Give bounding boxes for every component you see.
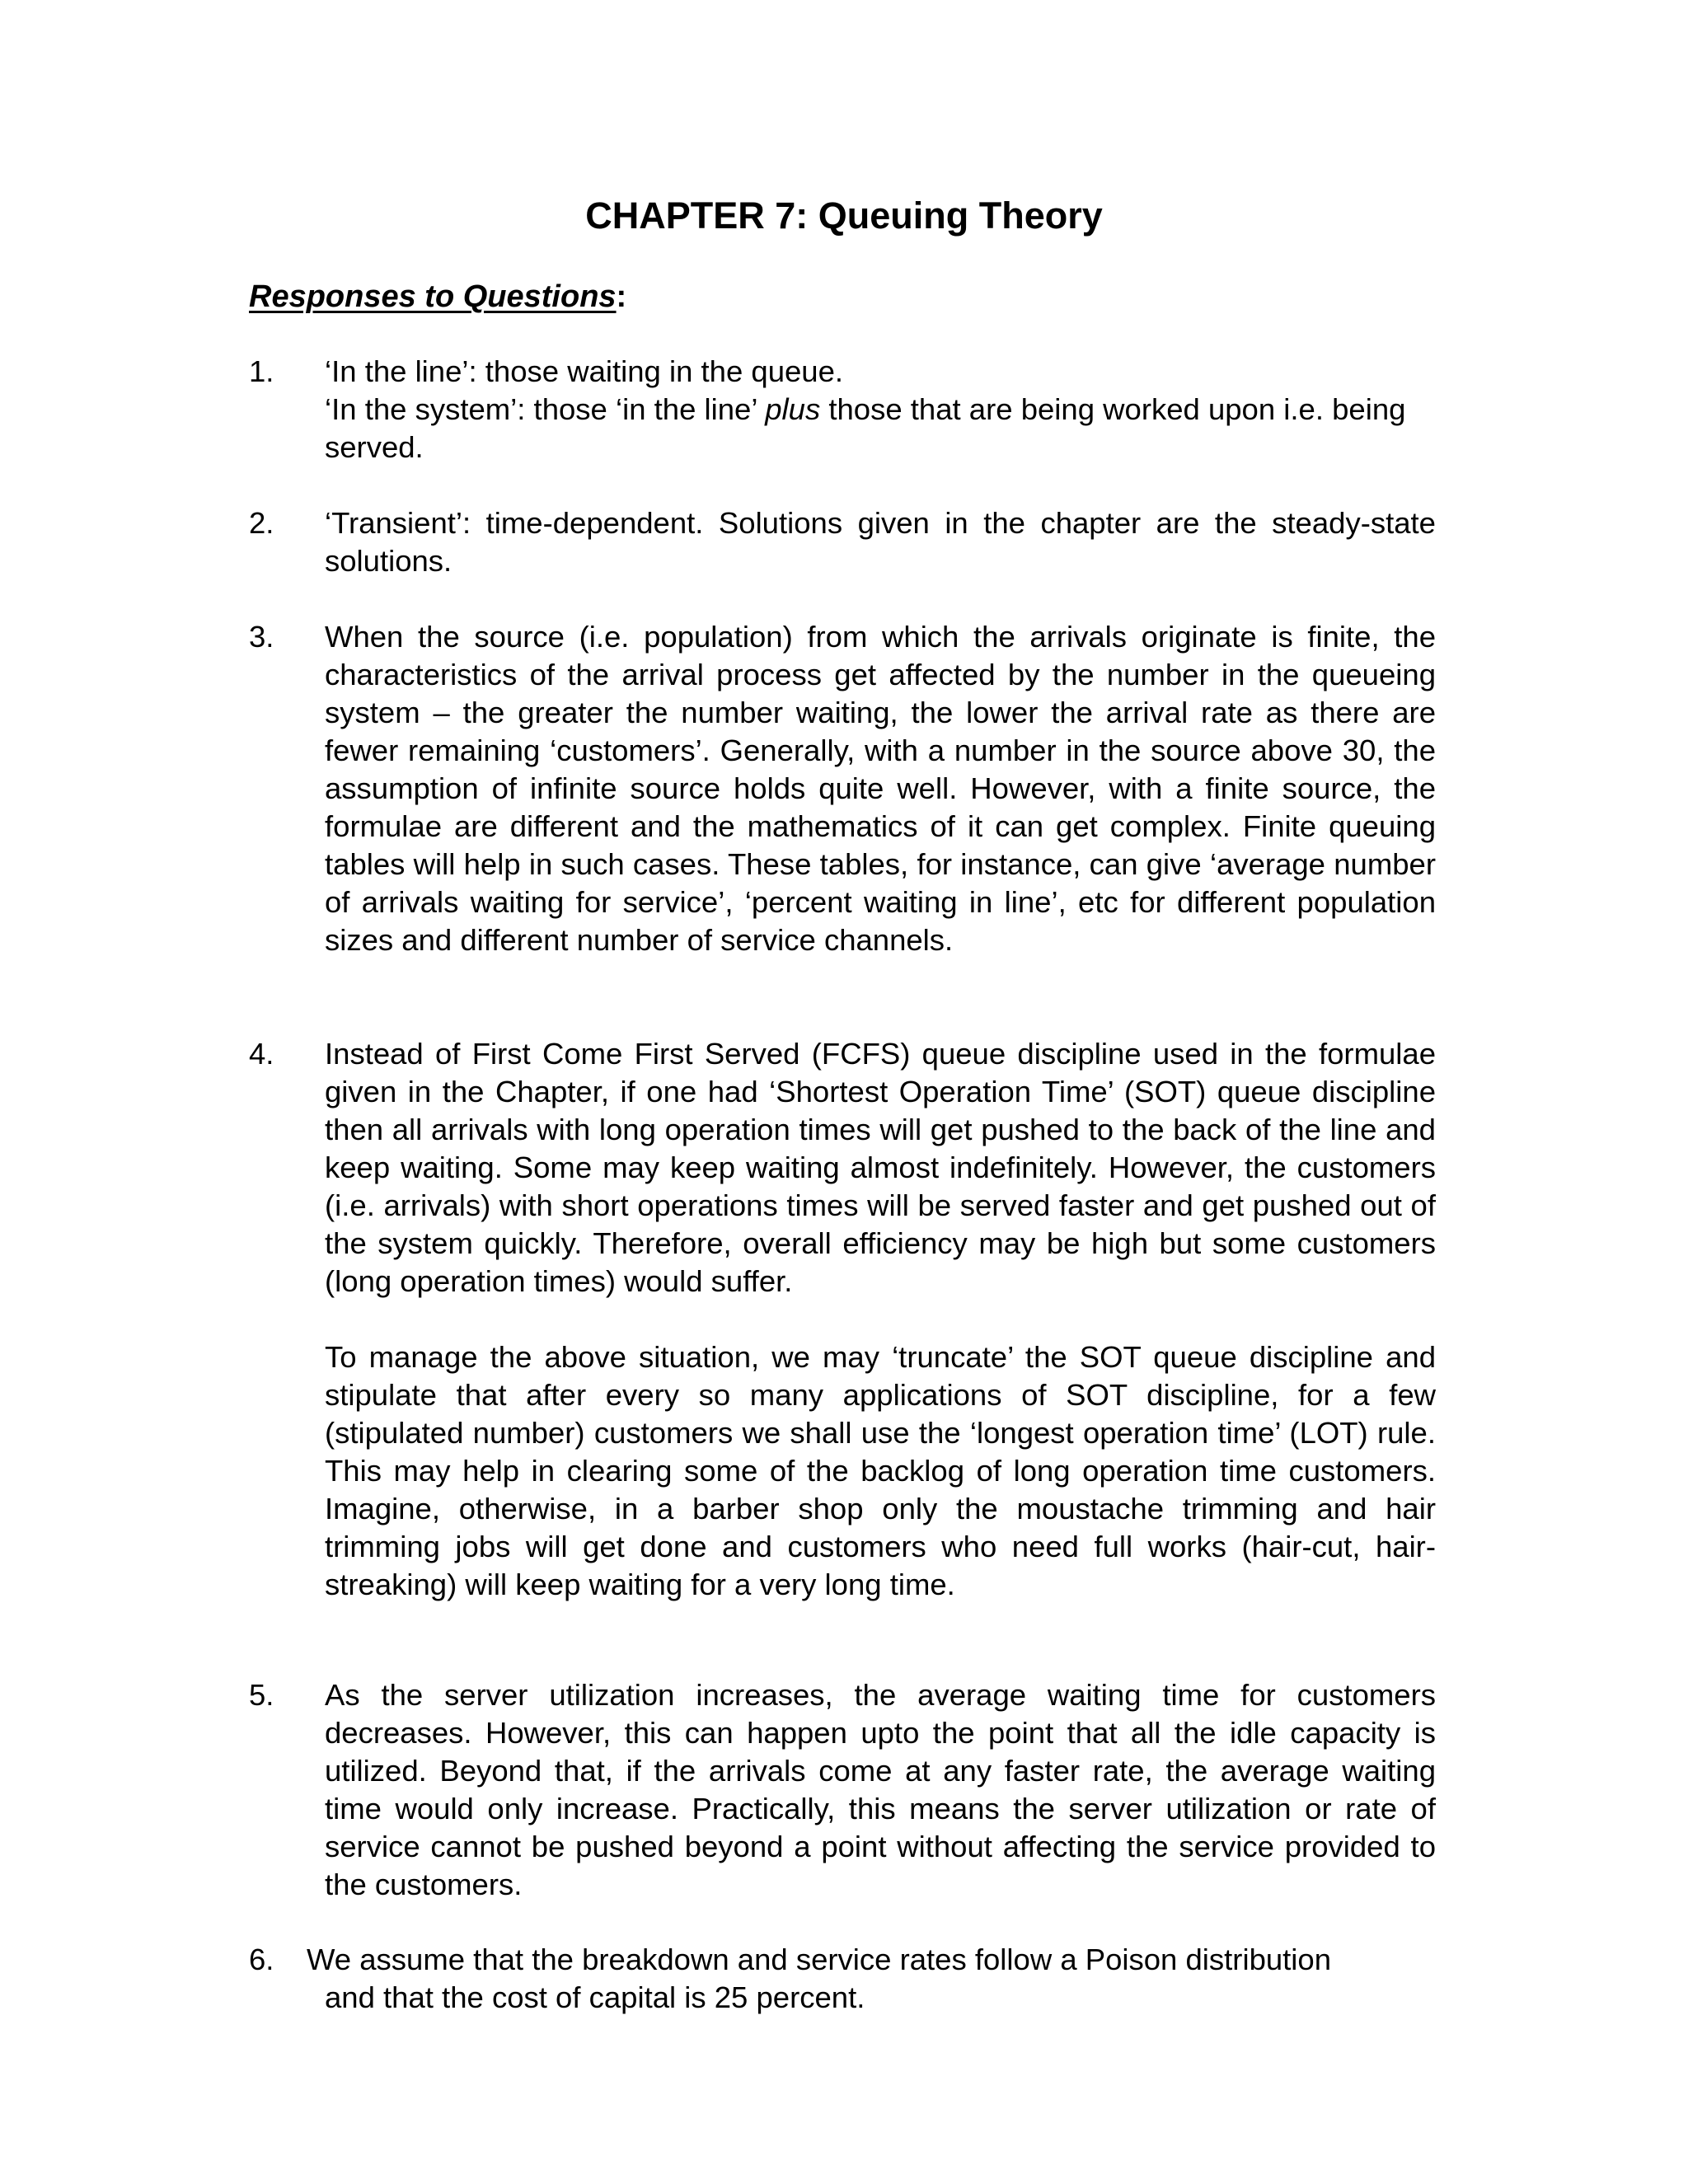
item-body [325,353,1436,466]
item-1-emphasis: plus [765,392,821,426]
item-4-paragraph-1: Instead of First Come First Served (FCFS) queue discipline used in the formulae given in the Chapter, if one had ‘Shortest Operation Time’ (SOT) queue discipline then all arrivals with long operation times will get pushed to the back of the line and keep waiting. Some may keep waiting almost indefinitely. However, the customers (i.e. arrivals) with short operations times will be served faster and get pushed out of the system quickly. Therefore, overall efficiency may be high but some customers (long operation times) would suffer. [325,1037,1436,1298]
item-number: 5. [249,1678,274,1712]
item-number: 1. [249,354,274,388]
item-4-paragraph-2: To manage the above situation, we may ‘truncate’ the SOT queue discipline and stipulate that after every so many applications of SOT discipline, for a few (stipulated number) customers we shall use the ‘longest operation time’ (LOT) rule. This may help in clearing some of the backlog of long operation time customers. Imagine, otherwise, in a barber shop only the moustache trimming and hair trimming jobs will get done and customers who need full works (hair-cut, hair-streaking) will keep waiting for a very long time. [325,1340,1436,1601]
item-2-text: ‘Transient’: time-dependent. Solutions given in the chapter are the steady-state solutions. [325,506,1436,578]
item-body [325,618,1436,959]
item-1-line-1: ‘In the line’: those waiting in the queue. [325,354,844,388]
item-number: 2. [249,506,274,540]
section-heading-colon: : [616,279,627,314]
item-6-line-2: and that the cost of capital is 25 percent. [325,1980,865,2014]
item-number: 6. [249,1943,274,1976]
item-body [325,504,1436,580]
section-heading [249,277,626,316]
item-1-line-2-post: those that are being worked upon i.e. being served. [325,392,1406,464]
section-heading-text: Responses to Questions [249,279,617,314]
item-5-text: As the server utilization increases, the average waiting time for customers decreases. However, this can happen upto the point that all the idle capacity is utilized. Beyond that, if the arrivals come at any faster rate, the average waiting time would only increase. Practically, this means the server utilization or rate of service cannot be pushed beyond a point without affecting the service provided to the customers. [325,1678,1436,1901]
item-6-line-1: We assume that the breakdown and service rates follow a Poison distribution [307,1943,1332,1976]
item-body [325,1676,1436,1904]
item-1-line-2 [325,391,1436,466]
item-3-text: When the source (i.e. population) from which the arrivals originate is finite, the characteristics of the arrival process get affected by the number in the queueing system – the greater the number waiting, the lower the arrival rate as there are fewer remaining ‘customers’. Generally, with a number in the source above 30, the assumption of infinite source holds quite well. However, with a finite source, the formulae are different and the mathematics of it can get complex. Finite queuing tables will help in such cases. These tables, for instance, can give ‘average number of arrivals waiting for service’, ‘percent waiting in line’, etc for different population sizes and different number of service channels. [325,620,1436,957]
item-body [325,1035,1436,1604]
item-number: 4. [249,1037,274,1071]
chapter-title: CHAPTER 7: Queuing Theory [585,194,1103,237]
item-number: 3. [249,620,274,654]
item-1-line-2-pre: ‘In the system’: those ‘in the line’ [325,392,766,426]
